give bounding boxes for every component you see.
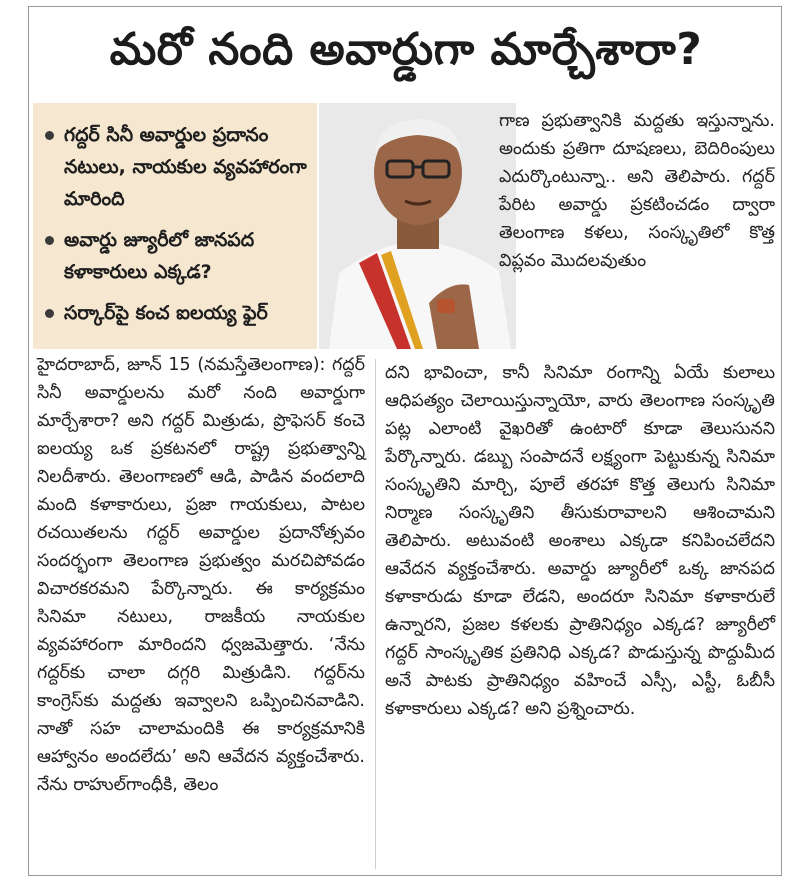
headline: మరో నంది అవార్డుగా మార్చేశారా? [109,24,703,75]
highlight-item [45,119,307,215]
highlights-box [33,103,317,349]
highlight-text: అవార్డు జ్యూరీలో జానపద కళాకారులు ఎక్కడ? [64,229,255,283]
article-body-right-top: గాణ ప్రభుత్వానికి మద్దతు ఇస్తున్నాను. అందుకు ప్రతిగా దూషణలు, బెదిరింపులు ఎదుర్కొంటున్నా.. అని తెలిపారు. గద్దర్ పేరిట అవార్డు ప్రకటించడం ద్వారా తెలంగాణ కళలు, సంస్కృతిలో కొత్త విప్లవం మొదలవుతుం [499,111,775,271]
highlight-item [45,224,307,288]
newspaper-clipping [28,6,782,876]
person-portrait-icon [319,103,516,349]
article-body-right: దని భావించా, కానీ సినిమా రంగాన్ని ఏయే కులాలు ఆధిపత్యం చెలాయిస్తున్నాయో, వారు తెలంగాణ సంస్కృతి పట్ల ఎలాంటి వైఖరితో ఉంటారో కూడా తెలుసునని పేర్కొన్నారు. డబ్బు సంపాదనే లక్ష్యంగా పెట్టుకున్న సినిమా సంస్కృతిని మార్చి, పూలే తరహా కొత్త తెలుగు సినిమా నిర్మాణ సంస్కృతిని తీసుకురావాలని ఆశించామని తెలిపారు. అటువంటి అంశాలు ఎక్కడా కనిపించలేదని ఆవేదన వ్యక్తంచేశారు. అవార్డు జ్యూరీలో ఒక్క జానపద కళాకారుడు కూడా లేడని, అందరూ సినిమా కళాకారులే ఉన్నారని, ప్రజల కళలకు ప్రాతినిధ్యం ఎక్కడ? జ్యూరీలో గద్దర్ సాంస్కృతిక ప్రతినిధి ఎక్కడ? పొడుస్తున్న పొద్దుమీద అనే పాటకు ప్రాతినిధ్యం వహించే ఎస్సీ, ఎస్టీ, ఓబీసీ కళాకారులు ఎక్కడ? అని ప్రశ్నించారు. [385,363,775,719]
highlight-text: గద్దర్ సినీ అవార్డుల ప్రదానం నటులు, నాయకుల వ్యవహారంగా మారింది [64,124,307,210]
bullet-icon [45,236,54,245]
column-divider [375,359,376,869]
article-body-left: హైదరాబాద్, జూన్ 15 (నమస్తేతెలంగాణ): గద్దర్ సినీ అవార్డులను మరో నంది అవార్డుగా మార్చేశారా? అని గద్దర్ మిత్రుడు, ప్రొఫెసర్ కంచె ఐలయ్య ఒక ప్రకటనలో రాష్ట్ర ప్రభుత్వాన్ని నిలదీశారు. తెలంగాణలో ఆడి, పాడిన వందలాది మంది కళాకారులు, ప్రజా గాయకులు, పాటల రచయితలను గద్దర్ అవార్డుల ప్రదానోత్సవం సందర్భంగా తెలంగాణ ప్రభుత్వం మరచిపోవడం విచారకరమని పేర్కొన్నారు. ఈ కార్యక్రమం సినిమా నటులు, రాజకీయ నాయకుల వ్యవహారంగా మారిందని ధ్వజమెత్తారు. ‘నేను గద్దర్‌కు చాలా దగ్గరి మిత్రుడిని. గద్దర్‌ను కాంగ్రెస్‌కు మద్దతు ఇవ్వాలని ఒప్పించినవాడిని. నాతో సహ చాలామందికి ఈ కార్యక్రమానికి ఆహ్వానం అందలేదు’ అని ఆవేదన వ్యక్తంచేశారు. నేను రాహుల్‌గాంధీకి, తెలం [37,355,365,795]
highlight-text: సర్కార్‌పై కంచ ఐలయ్య ఫైర్ [64,302,268,324]
bullet-icon [45,131,54,140]
bullet-icon [45,309,54,318]
highlight-item [45,297,307,329]
